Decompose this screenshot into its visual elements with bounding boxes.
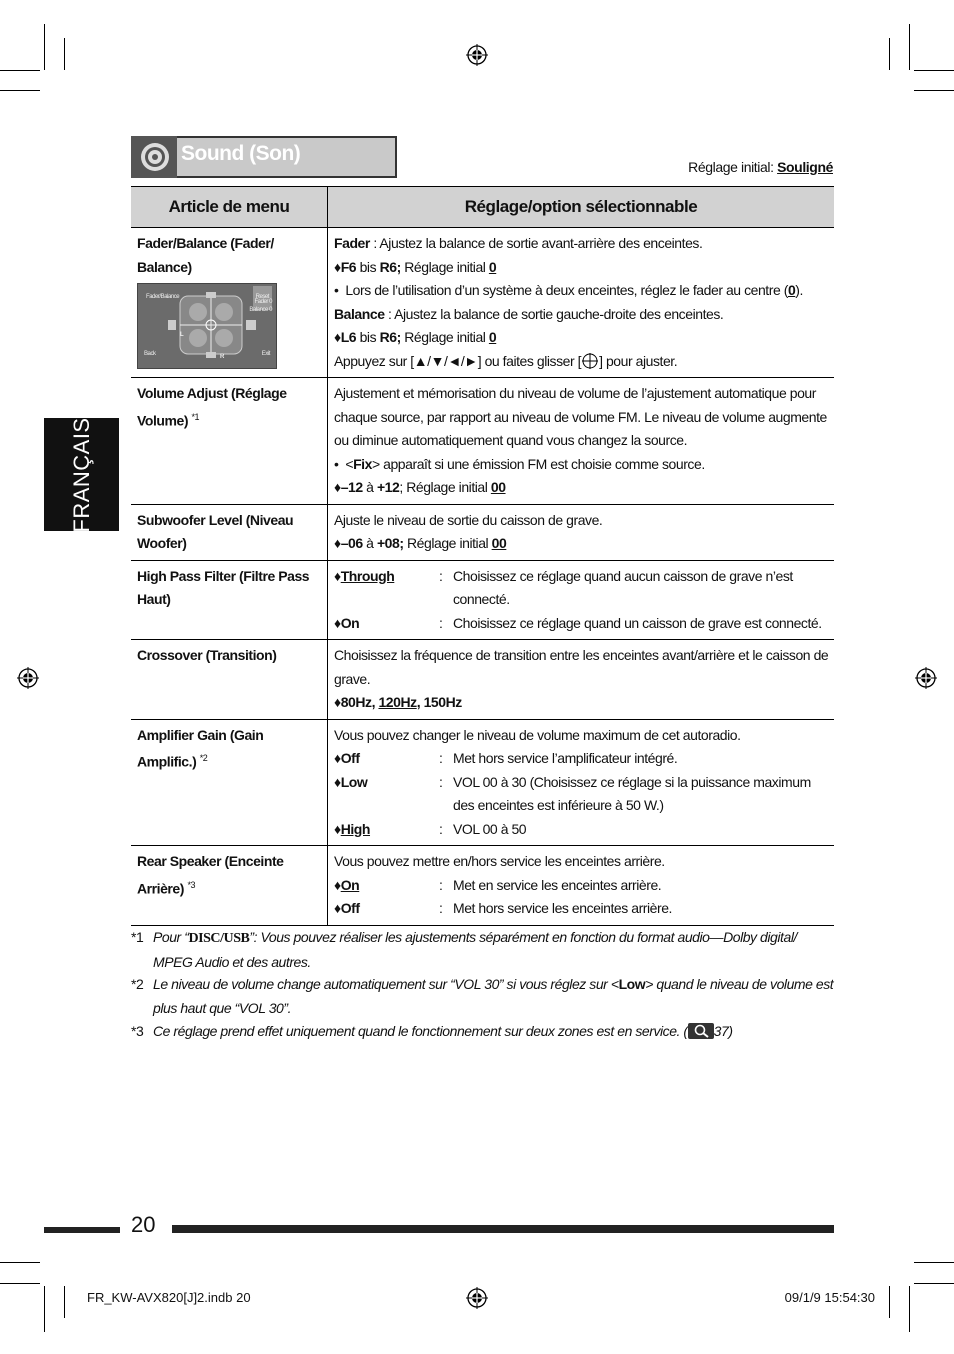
column-header-menu-item: Article de menu [131,187,328,228]
registration-mark-icon [466,44,488,66]
crop-mark [0,1262,40,1263]
page-number: 20 [131,1212,156,1237]
section-header-icon-area [131,136,177,178]
options-rear-speaker: Vous pouvez mettre en/hors service les enceintes arrière. ♦On : Met en service les enceintes arrière. ♦Off : Met hors service les enceintes arrière. [328,846,835,926]
speaker-icon [131,136,177,178]
crop-mark [0,90,40,91]
crop-mark [44,24,45,70]
options-subwoofer-level: Ajuste le niveau de sortie du caisson de grave. ♦–06 à +08; Réglage initial 00 [328,504,835,560]
footnote: *3 Ce réglage prend effet uniquement quand le fonctionnement sur deux zones est en service. ( 37) [131,1023,733,1039]
crop-mark [0,1283,40,1284]
table-row [131,640,834,720]
drag-crosshair-icon [581,353,599,369]
menu-item-volume-adjust: Volume Adjust (Réglage Volume) $^{*1}$ [131,378,328,505]
fader-balance-screen-illustration: Fader/Balance Reset Fader 0 Balance 0 Back Exit L R [137,283,277,369]
registration-mark-icon [915,667,937,689]
page-bar-right [172,1225,834,1233]
options-amplifier-gain: Vous pouvez changer le niveau de volume maximum de cet autoradio. ♦Off : Met hors service l’amplificateur intégré. ♦Low : VOL 00 à 30 (Choisissez ce réglage si la puissance maximum des enceintes est inférieure à 50 W.) ♦High : VOL 00 à 50 [328,719,835,846]
menu-item-high-pass-filter: High Pass Filter (Filtre Pass Haut) [131,560,328,640]
menu-item-crossover: Crossover (Transition) [131,640,328,720]
crop-mark [64,1286,65,1318]
menu-item-fader-balance: Fader/Balance (Fader/ Balance) Fader/Balance Reset Fader 0 Balance 0 Back Exit L R [131,228,328,378]
menu-item-subwoofer-level: Subwoofer Level (Niveau Woofer) [131,504,328,560]
crop-mark [909,1286,910,1332]
table-header-row [131,187,834,228]
footnote: *2 Le niveau de volume change automatiquement sur “VOL 30” si vous réglez sur <Low> quand le niveau de volume est plus haut que “VOL 30”. [131,976,834,1016]
footer-timestamp: 09/1/9 15:54:30 [784,1290,875,1305]
crop-mark [914,70,954,71]
settings-table [131,186,834,926]
crop-mark [889,38,890,70]
magnifier-reference-icon [688,1023,714,1039]
crop-mark [0,70,40,71]
menu-item-rear-speaker: Rear Speaker (Enceinte Arrière) $^{*3}$ [131,846,328,926]
language-tab: FRANÇAIS [44,418,119,531]
registration-mark-icon [17,667,39,689]
crop-mark [64,38,65,70]
registration-mark-icon [466,1287,488,1309]
table-row [131,378,834,505]
table-row [131,504,834,560]
crop-mark [914,1283,954,1284]
column-header-options: Réglage/option sélectionnable [328,187,835,228]
table-row [131,846,834,926]
menu-item-amplifier-gain: Amplifier Gain (Gain Amplific.) $^{*2}$ [131,719,328,846]
initial-setting-note: Réglage initial: Souligné [688,159,833,175]
options-high-pass-filter: ♦Through : Choisissez ce réglage quand aucun caisson de grave n’est connecté. ♦On : Choisissez ce réglage quand un caisson de grave est connecté. [328,560,835,640]
section-title: Sound (Son) [181,142,301,165]
table-row [131,560,834,640]
crop-mark [909,24,910,70]
footer-file-name: FR_KW-AVX820[J]2.indb 20 [87,1290,251,1305]
table-row [131,228,834,378]
options-fader-balance: Fader : Ajustez la balance de sortie avant-arrière des enceintes. ♦F6 bis R6; Réglage initial 0 • Lors de l’utilisation d’un système à deux enceintes, réglez le fader au centre (0). Balance : Ajustez la balance de sortie gauche-droite des enceintes. ♦L6 bis R6; Réglage initial 0 Appuyez sur [▲/▼/◄/►] ou faites glisser [ ] pour ajuster. [328,228,835,378]
crop-mark [44,1286,45,1332]
crop-mark [914,1262,954,1263]
options-crossover: Choisissez la fréquence de transition entre les enceintes avant/arrière et le caisson de grave. ♦80Hz, 120Hz, 150Hz [328,640,835,720]
table-row [131,719,834,846]
options-volume-adjust: Ajustement et mémorisation du niveau de volume de l’ajustement automatique pour chaque source, par rapport au niveau de volume FM. Le niveau de volume augmente ou diminue automatiquement quand vous changez la source. • <Fix> apparaît si une émission FM est choisie comme source. ♦–12 à +12; Réglage initial 00 [328,378,835,505]
crop-mark [889,1286,890,1318]
page-bar-left [44,1227,120,1233]
footnote: *1 Pour “DISC/USB”: Vous pouvez réaliser les ajustements séparément en fonction du format audio—Dolby digital/ MPEG Audio et des autres. [131,929,797,970]
crop-mark [914,90,954,91]
